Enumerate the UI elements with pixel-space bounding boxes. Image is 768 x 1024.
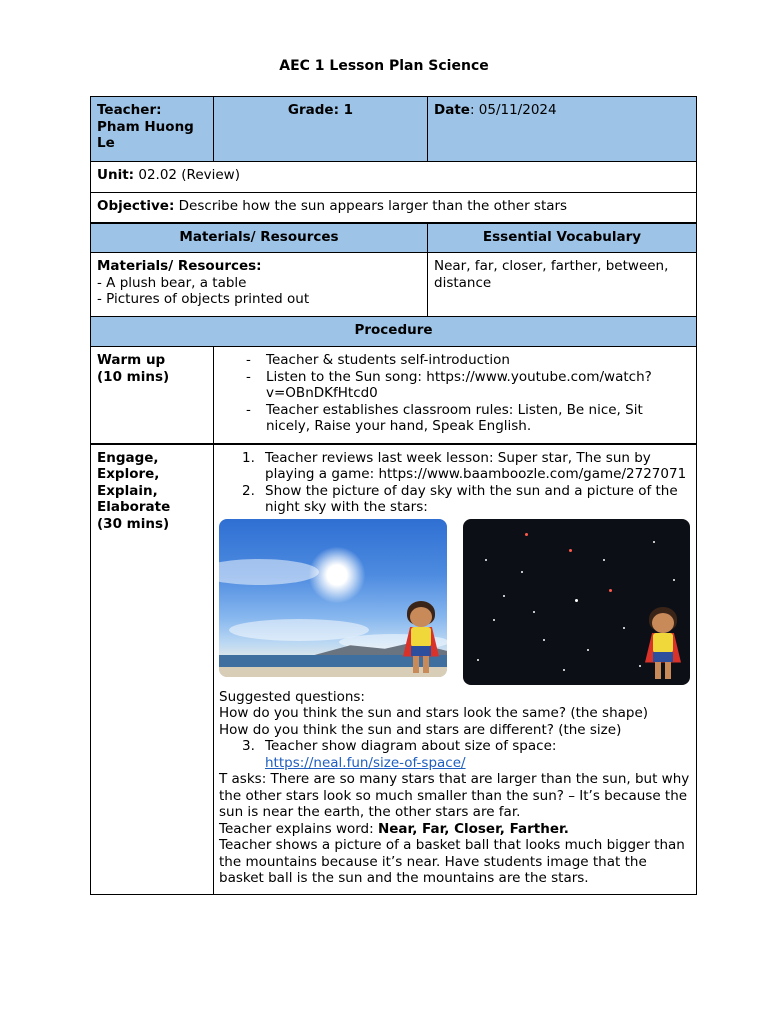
grade-cell (214, 97, 428, 162)
engage-label-line: Engage, (97, 449, 159, 466)
warmup-content (214, 347, 697, 444)
explains-prefix: Teacher explains word: (219, 820, 378, 837)
vocabulary-header (428, 223, 697, 253)
materials-header-label: Materials/ Resources (179, 228, 339, 245)
procedure-header (91, 317, 697, 347)
engage-label-line: Explain, (97, 482, 158, 499)
warmup-label-cell (91, 347, 214, 444)
t-asks-text: T asks: There are so many stars that are larger than the sun, but why the other stars look so much smaller than the sun? – It’s because the sun is near the earth, the other stars are far. (219, 771, 690, 820)
teacher-cell (91, 97, 214, 162)
kid-character-icon (641, 607, 685, 683)
material-item: - A plush bear, a table (97, 274, 247, 291)
explains-words: Near, Far, Closer, Farther. (377, 820, 569, 837)
list-item: - Teacher establishes classroom rules: Listen, Be nice, Sit nicely, Raise your hand, Speak English. (240, 402, 690, 435)
vocabulary-cell: Near, far, closer, farther, between, distance (428, 253, 697, 317)
engage-step-3 (219, 738, 690, 771)
unit-value: 02.02 (Review) (134, 167, 240, 183)
teacher-label: Teacher: (97, 102, 162, 118)
list-item (239, 450, 690, 483)
kid-character-icon (399, 601, 443, 677)
vocabulary-header-label: Essential Vocabulary (482, 228, 642, 245)
sky-pictures (219, 516, 690, 689)
materials-label: Materials/ Resources: (97, 258, 262, 274)
unit-row (91, 162, 697, 193)
sun-icon (309, 547, 365, 603)
date-cell (428, 97, 697, 162)
step-text: Show the picture of day sky with the sun and a picture of the night sky with the stars: (265, 482, 678, 515)
lesson-plan-table (90, 96, 696, 895)
objective-label: Objective: (97, 198, 175, 214)
list-item (239, 483, 690, 516)
question-line: How do you think the sun and stars look the same? (the shape) (219, 705, 649, 721)
list-item: - Listen to the Sun song: https://www.youtube.com/watch?v=OBnDKfHtcd0 (240, 369, 690, 402)
materials-header (91, 223, 428, 253)
engage-label-line: Explore, (97, 466, 160, 482)
step-number: 2. (242, 482, 255, 499)
engage-label-cell (91, 444, 214, 895)
material-item: - Pictures of objects printed out (97, 291, 310, 307)
list-item (239, 738, 690, 771)
grade-label: Grade: 1 (287, 102, 354, 118)
engage-label-line: Elaborate (97, 499, 171, 515)
unit-label: Unit: (97, 167, 135, 183)
size-of-space-link[interactable]: https://neal.fun/size-of-space/ (265, 754, 466, 771)
engage-content (214, 444, 697, 895)
materials-cell (91, 253, 428, 317)
night-sky-picture (463, 519, 690, 685)
suggested-questions-label: Suggested questions: (219, 688, 365, 705)
step-number: 1. (242, 449, 255, 466)
basketball-text: Teacher shows a picture of a basket ball that looks much bigger than the mountains because it’s near. Have students image that the basket ball is the sun and the mountains are the stars. (219, 837, 685, 886)
objective-row (91, 193, 697, 223)
engage-steps (219, 450, 690, 516)
objective-value: Describe how the sun appears larger than the other stars (174, 198, 568, 214)
date-value: : 05/11/2024 (469, 102, 557, 118)
step-number: 3. (242, 738, 255, 754)
question-line: How do you think the sun and stars are different? (the size) (219, 721, 622, 738)
warmup-duration: (10 mins) (97, 368, 170, 385)
procedure-header-label: Procedure (354, 322, 433, 338)
explains-line (219, 821, 690, 838)
step-text: Teacher show diagram about size of space: (265, 738, 557, 754)
day-sky-picture (219, 519, 447, 677)
warmup-label: Warm up (97, 352, 166, 368)
list-item: - Teacher & students self-introduction (240, 352, 690, 369)
date-label: Date (434, 102, 470, 118)
teacher-name: Pham Huong Le (97, 118, 194, 151)
engage-duration: (30 mins) (97, 515, 170, 532)
warmup-list (220, 352, 690, 435)
document-title: AEC 1 Lesson Plan Science (279, 58, 489, 74)
step-text: Teacher reviews last week lesson: Super star, The sun by playing a game: https://www.baamboozle.com/game/2727071 (265, 449, 687, 482)
